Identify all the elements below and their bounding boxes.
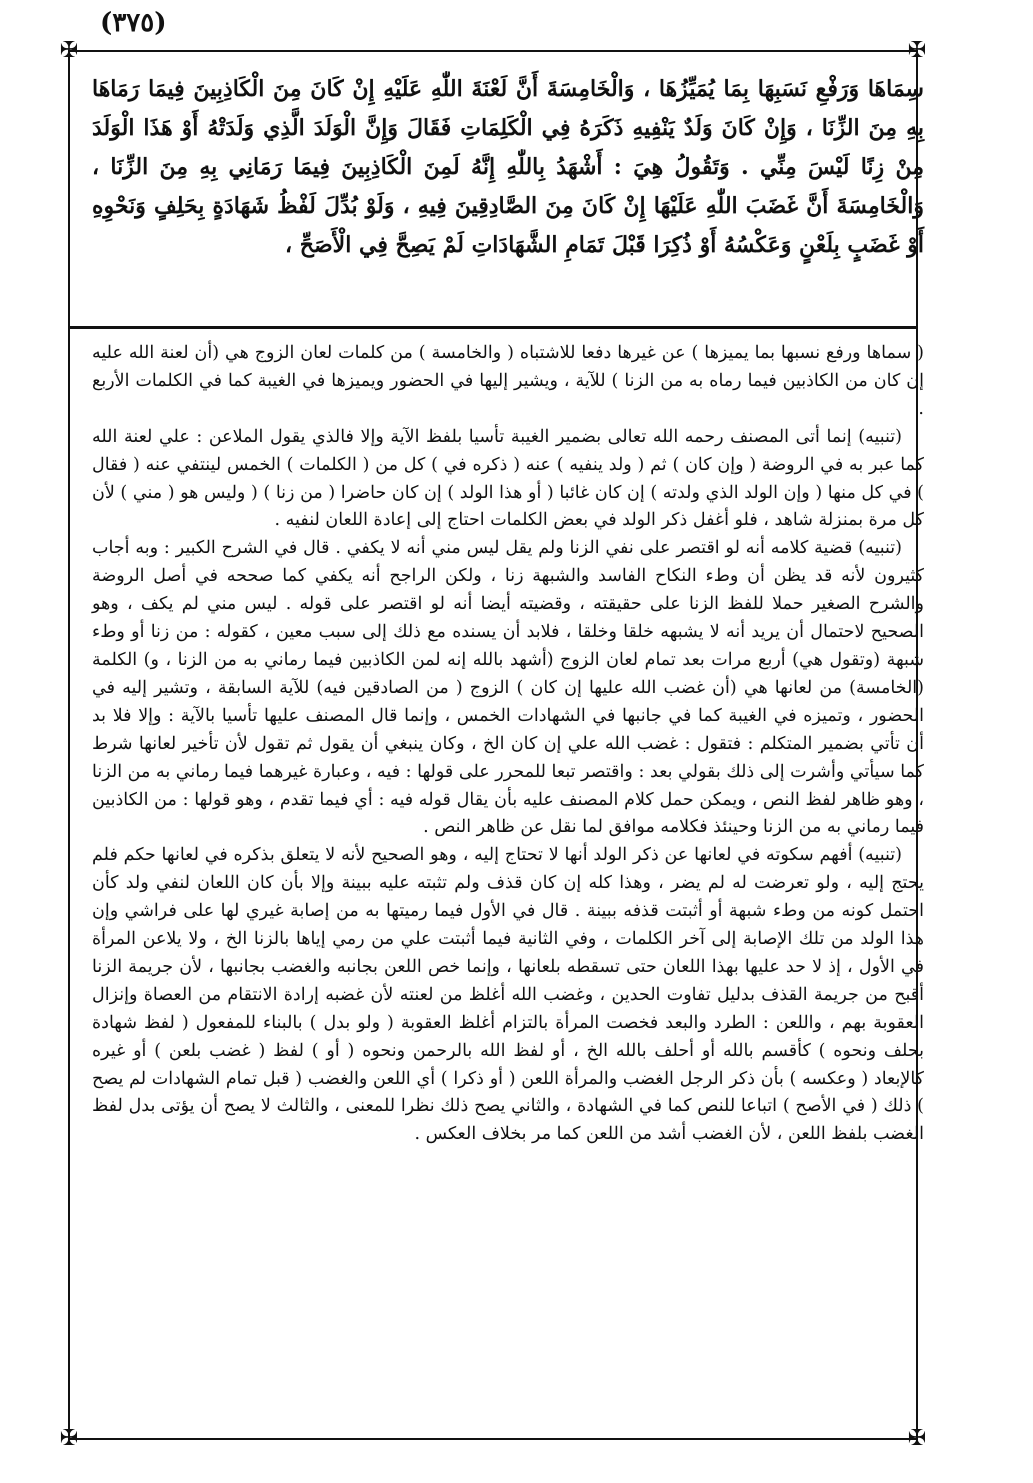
sharh-paragraph-2: (تنبيه) إنما أتى المصنف رحمه الله تعالى بضمير الغيبة تأسيا بلفظ الآية وإلا فالذي يقول الملاعن : علي لعنة الله كما عبر به في الروضة ( وإن كان ) ثم ( ولد ينفيه ) عنه ( ذكره في ) كل من ( الكلمات ) الخمس لينتفي عنه ( فقال ) في كل منها ( وإن الولد الذي ولدته ) إن كان غائبا ( أو هذا الولد ) إن كان حاضرا ( من زنا ) ( وليس هو ( مني ) لأن كل مرة بمنزلة شاهد ، فلو أغفل ذكر الولد في بعض الكلمات احتاج إلى إعادة اللعان لنفيه . (92, 426, 924, 531)
sharh-paragraph-3: (تنبيه) قضية كلامه أنه لو اقتصر على نفي الزنا ولم يقل ليس مني أنه لا يكفي . قال في الشرح الكبير : وبه أجاب كثيرون لأنه قد يظن أن وطء النكاح الفاسد والشبهة زنا ، ولكن الراجح أنه يكفي كما صححه في أصل الروضة والشرح الصغير حملا للفظ الزنا على حقيقته ، وقضيته أيضا أنه لو اقتصر على قوله . ليس مني لم يكف ، وهو الصحيح لاحتمال أن يريد أنه لا يشبهه خلقا وخلقا ، فلابد أن يسنده مع ذلك إلى سبب معين ، كقوله : من زنا أو وطء شبهة (وتقول هي) أربع مرات بعد تمام لعان الزوج (أشهد بالله إنه لمن الكاذبين فيما رماني به من الزنا ، و) الكلمة (الخامسة) من لعانها هي (أن غضب الله عليها إن كان ) الزوج ( من الصادقين فيه) للآية السابقة ، وتشير إليه في الحضور ، وتميزه في الغيبة كما في جانبها في الشهادات الخمس ، وإنما قال المصنف عليها تأسيا بالآية : وإلا فلا بد أن تأتي بضمير المتكلم : فتقول : غضب الله علي إن كان الخ ، وكان ينبغي أن يقول ثم تقول لأن تأخير لعانها شرط كما سيأتي وأشرت إلى ذلك بقولي بعد : واقتصر تبعا للمحرر على قولها : فيه ، وعبارة غيرهما فيما رماني به من الزنا ، وهو ظاهر لفظ النص ، ويمكن حمل كلام المصنف عليه بأن يقال قوله فيه : أي فيما تقدم ، وهو قولها : من الكاذبين فيما رماني به من الزنا وحينئذ فكلامه موافق لما نقل عن ظاهر النص . (92, 538, 924, 838)
matn-separator (70, 326, 916, 329)
ornament-top-left: ✠ (59, 38, 79, 63)
sharh-commentary (92, 340, 924, 1149)
frame-bottom-line (70, 1438, 916, 1440)
ornament-top-right: ✠ (907, 38, 927, 63)
matn-paragraph: سِمَاهَا وَرَفْعِ نَسَبِهَا بِمَا يُمَيِّزُهَا ، وَالْخَامِسَةَ أَنَّ لَعْنَةَ اللّٰهِ عَلَيْهِ إِنْ كَانَ مِنَ الْكَاذِبِينَ فِيمَا رَمَاهَا بِهِ مِنَ الزِّنَا ، وَإِنْ كَانَ وَلَدٌ يَنْفِيهِ ذَكَرَهُ فِي الْكَلِمَاتِ فَقَالَ وَإِنَّ الْوَلَدَ الَّذِي وَلَدَتْهُ أَوْ هَذَا الْوَلَدَ مِنْ زِنًا لَيْسَ مِنِّي . وَتَقُولُ هِيَ : أَشْهَدُ بِاللّٰهِ إِنَّهُ لَمِنَ الْكَاذِبِينَ فِيمَا رَمَانِي بِهِ مِنَ الزِّنَا ، وَالْخَامِسَةَ أَنَّ غَضَبَ اللّٰهِ عَلَيْهَا إِنْ كَانَ مِنَ الصَّادِقِينَ فِيهِ ، وَلَوْ بُدِّلَ لَفْظُ شَهَادَةٍ بِحَلِفٍ وَنَحْوِهِ أَوْ غَضَبٍ بِلَعْنٍ وَعَكْسُهُ أَوْ ذُكِرَا قَبْلَ تَمَامِ الشَّهَادَاتِ لَمْ يَصِحَّ فِي الْأَصَحِّ ، (92, 76, 924, 258)
matn-text (92, 70, 924, 265)
ornament-bottom-right: ✠ (907, 1426, 927, 1451)
sharh-paragraph-1: ( سماها ورفع نسبها بما يميزها ) عن غيرها دفعا للاشتباه ( والخامسة ) من كلمات لعان الزوج هي (أن لعنة الله عليه إن كان من الكاذبين فيما رماه به من الزنا ) للآية ، ويشير إليها في الحضور ويميزها في الغيبة كما في الكلمات الأربع . (92, 343, 924, 419)
page-number: (٣٧٥) (100, 8, 167, 38)
frame-left-line (68, 50, 70, 1440)
sharh-paragraph-4: (تنبيه) أفهم سكوته في لعانها عن ذكر الولد أنها لا تحتاج إليه ، وهو الصحيح لأنه لا يتعلق بذكره في لعانها حكم فلم يحتج إليه ، ولو تعرضت له لم يضر ، وهذا كله إن كان قذف ولم تثبته عليه ببينة وإلا بأن كان اللعان لنفي ولد كأن احتمل كونه من وطء شبهة أو أثبتت قذفه ببينة . قال في الأول فيما رميتها به من إصابة غيري لها على فراشي وإن هذا الولد من تلك الإصابة إلى آخر الكلمات ، وفي الثانية فيما أثبتت علي من رمي إياها بالزنا الخ ، ولا يلاعن المرأة في الأول ، إذ لا حد عليها بهذا اللعان حتى تسقطه بلعانها ، وإنما خص اللعن بجانبه والغضب بجانبها ، لأن جريمة الزنا أقبح من جريمة القذف بدليل تفاوت الحدين ، وغضب الله أغلظ من لعنته لأن غضبه إرادة الانتقام من العصاة وإنزال العقوبة بهم ، واللعن : الطرد والبعد فخصت المرأة بالتزام أغلظ العقوبة ( ولو بدل ) بالبناء للمفعول ( لفظ شهادة بحلف ونحوه ) كأقسم بالله أو أحلف بالله الخ ، أو لفظ الله بالرحمن ونحوه ( أو ) لفظ ( غضب بلعن ) أو غيره كالإبعاد ( وعكسه ) بأن ذكر الرجل الغضب والمرأة اللعن ( أو ذكرا ) أي اللعن والغضب ( قبل تمام الشهادات لم يصح ) ذلك ( في الأصح ) اتباعا للنص كما في الشهادة ، والثاني يصح ذلك نظرا للمعنى ، والثالث لا يصح أن يؤتى بدل لفظ الغضب بلفظ اللعن ، لأن الغضب أشد من اللعن كما مر بخلاف العكس . (92, 845, 924, 1145)
frame-top-line (70, 50, 916, 52)
ornament-bottom-left: ✠ (59, 1426, 79, 1451)
